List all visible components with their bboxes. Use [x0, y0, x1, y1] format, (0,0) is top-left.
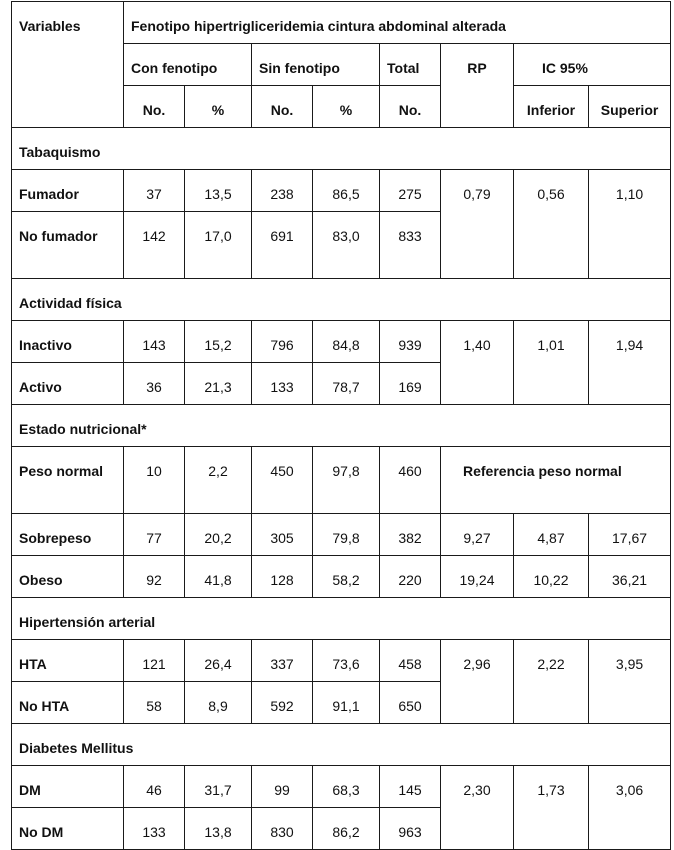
cell-con-no: 37 — [124, 170, 185, 212]
cell-sin-pct: 79,8 — [313, 514, 380, 556]
reference-note: Referencia peso normal — [441, 447, 671, 514]
header-variables: Variables — [12, 2, 124, 128]
cell-sin-pct: 58,2 — [313, 556, 380, 598]
cell-sin-no: 337 — [252, 640, 313, 682]
cell-con-pct: 26,4 — [185, 640, 252, 682]
cell-sin-no: 305 — [252, 514, 313, 556]
cell-superior: 36,21 — [589, 556, 671, 598]
cell-con-pct: 17,0 — [185, 212, 252, 279]
cell-sin-pct: 84,8 — [313, 321, 380, 363]
row-label: Inactivo — [12, 321, 124, 363]
section-title: Estado nutricional* — [12, 405, 671, 447]
cell-total: 145 — [380, 766, 441, 808]
cell-inferior: 10,22 — [514, 556, 589, 598]
cell-rp: 2,96 — [441, 640, 514, 724]
row-label: DM — [12, 766, 124, 808]
header-ic95: IC 95% — [514, 44, 671, 86]
row-label: Obeso — [12, 556, 124, 598]
cell-sin-no: 796 — [252, 321, 313, 363]
cell-con-no: 143 — [124, 321, 185, 363]
cell-rp: 0,79 — [441, 170, 514, 279]
cell-sin-pct: 83,0 — [313, 212, 380, 279]
cell-inferior: 1,73 — [514, 766, 589, 850]
cell-total: 650 — [380, 682, 441, 724]
cell-superior: 17,67 — [589, 514, 671, 556]
cell-rp: 2,30 — [441, 766, 514, 850]
row-label: Activo — [12, 363, 124, 405]
cell-superior: 1,10 — [589, 170, 671, 279]
results-table — [11, 1, 671, 850]
cell-inferior: 4,87 — [514, 514, 589, 556]
header-sin-pct: % — [313, 86, 380, 128]
cell-con-pct: 2,2 — [185, 447, 252, 514]
cell-con-pct: 13,5 — [185, 170, 252, 212]
cell-rp: 19,24 — [441, 556, 514, 598]
cell-con-no: 92 — [124, 556, 185, 598]
header-sin-no: No. — [252, 86, 313, 128]
cell-con-no: 36 — [124, 363, 185, 405]
cell-superior: 1,94 — [589, 321, 671, 405]
header-rp: RP — [441, 44, 514, 128]
cell-con-pct: 41,8 — [185, 556, 252, 598]
header-sin-fenotipo: Sin fenotipo — [252, 44, 380, 86]
cell-sin-no: 450 — [252, 447, 313, 514]
cell-con-no: 142 — [124, 212, 185, 279]
cell-total: 382 — [380, 514, 441, 556]
cell-sin-pct: 91,1 — [313, 682, 380, 724]
cell-total: 833 — [380, 212, 441, 279]
cell-sin-pct: 68,3 — [313, 766, 380, 808]
cell-sin-no: 99 — [252, 766, 313, 808]
cell-sin-no: 830 — [252, 808, 313, 850]
section-title: Diabetes Mellitus — [12, 724, 671, 766]
cell-superior: 3,06 — [589, 766, 671, 850]
row-label: HTA — [12, 640, 124, 682]
cell-sin-pct: 86,2 — [313, 808, 380, 850]
cell-total: 460 — [380, 447, 441, 514]
cell-con-pct: 13,8 — [185, 808, 252, 850]
cell-con-no: 46 — [124, 766, 185, 808]
cell-sin-pct: 86,5 — [313, 170, 380, 212]
header-con-pct: % — [185, 86, 252, 128]
cell-inferior: 0,56 — [514, 170, 589, 279]
cell-total: 169 — [380, 363, 441, 405]
cell-con-no: 77 — [124, 514, 185, 556]
row-label: Peso normal — [12, 447, 124, 514]
row-label: Fumador — [12, 170, 124, 212]
cell-con-pct: 31,7 — [185, 766, 252, 808]
row-label: No fumador — [12, 212, 124, 279]
cell-sin-no: 592 — [252, 682, 313, 724]
cell-con-no: 58 — [124, 682, 185, 724]
header-inferior: Inferior — [514, 86, 589, 128]
section-title: Hipertensión arterial — [12, 598, 671, 640]
cell-sin-pct: 97,8 — [313, 447, 380, 514]
cell-con-pct: 15,2 — [185, 321, 252, 363]
header-con-fenotipo: Con fenotipo — [124, 44, 252, 86]
header-total-no: No. — [380, 86, 441, 128]
cell-sin-no: 691 — [252, 212, 313, 279]
row-label: No HTA — [12, 682, 124, 724]
cell-con-no: 133 — [124, 808, 185, 850]
cell-total: 939 — [380, 321, 441, 363]
cell-rp: 1,40 — [441, 321, 514, 405]
cell-sin-pct: 78,7 — [313, 363, 380, 405]
cell-con-pct: 20,2 — [185, 514, 252, 556]
cell-sin-no: 238 — [252, 170, 313, 212]
cell-inferior: 2,22 — [514, 640, 589, 724]
cell-total: 220 — [380, 556, 441, 598]
cell-inferior: 1,01 — [514, 321, 589, 405]
cell-rp: 9,27 — [441, 514, 514, 556]
cell-sin-no: 128 — [252, 556, 313, 598]
section-title: Tabaquismo — [12, 128, 671, 170]
cell-sin-no: 133 — [252, 363, 313, 405]
row-label: Sobrepeso — [12, 514, 124, 556]
cell-total: 458 — [380, 640, 441, 682]
header-superior: Superior — [589, 86, 671, 128]
cell-con-pct: 21,3 — [185, 363, 252, 405]
cell-total: 963 — [380, 808, 441, 850]
header-title: Fenotipo hipertrigliceridemia cintura abdominal alterada — [124, 2, 671, 44]
cell-con-pct: 8,9 — [185, 682, 252, 724]
section-title: Actividad física — [12, 279, 671, 321]
header-con-no: No. — [124, 86, 185, 128]
cell-total: 275 — [380, 170, 441, 212]
cell-con-no: 10 — [124, 447, 185, 514]
cell-sin-pct: 73,6 — [313, 640, 380, 682]
cell-con-no: 121 — [124, 640, 185, 682]
cell-superior: 3,95 — [589, 640, 671, 724]
header-total: Total — [380, 44, 441, 86]
row-label: No DM — [12, 808, 124, 850]
